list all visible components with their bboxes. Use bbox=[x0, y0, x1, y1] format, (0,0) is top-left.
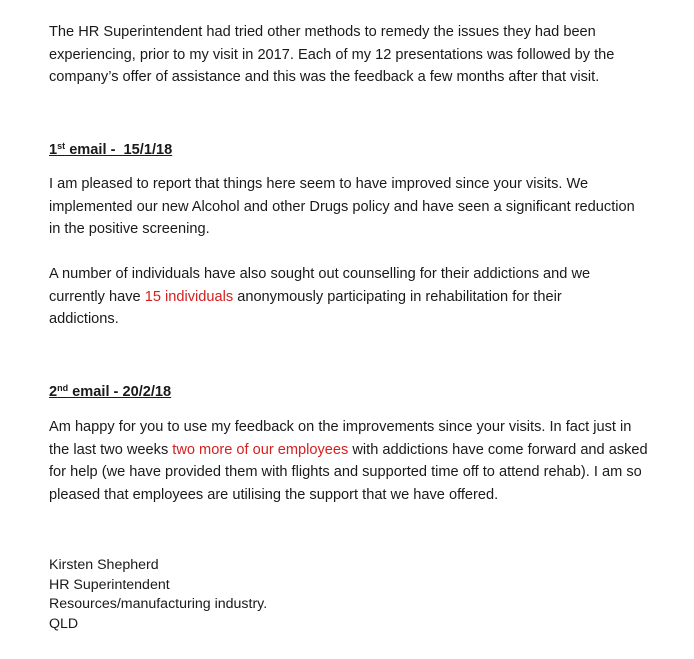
email1-date: email - 15/1/18 bbox=[65, 142, 173, 158]
email1-p2-end: anonymously participating in rehabilitation for their addictions. bbox=[49, 288, 562, 328]
email2-highlight: two more of our employees bbox=[172, 441, 349, 458]
email1-highlight: 15 individuals bbox=[144, 288, 234, 305]
email1-ordinal: 1 bbox=[49, 142, 58, 158]
signature-block bbox=[49, 556, 267, 634]
email2-ordinal-suffix: nd bbox=[57, 383, 69, 393]
email2-paragraph bbox=[49, 416, 649, 506]
signature-title: HR Superintendent bbox=[49, 576, 170, 593]
email2-p-start: Am happy for you to use my feedback on the improvements since your visits. In fact just in the last two weeks bbox=[49, 419, 632, 458]
email1-p2-start: A number of individuals have also sought out counselling for their addictions and we currently have bbox=[49, 266, 591, 305]
signature-state: QLD bbox=[49, 615, 79, 632]
email1-paragraph-2 bbox=[49, 263, 609, 331]
email2-ordinal: 2 bbox=[49, 384, 58, 400]
email1-heading bbox=[49, 140, 172, 160]
email2-heading bbox=[49, 382, 171, 402]
signature-name: Kirsten Shepherd bbox=[49, 557, 159, 573]
intro-paragraph: The HR Superintendent had tried other methods to remedy the issues they had been experiencing, prior to my visit in 2017. Each of my 12 presentations was followed by the company’s offer of assistance and this was the feedback a few months after that visit. bbox=[49, 24, 615, 86]
email1-ordinal-suffix: st bbox=[57, 141, 66, 151]
email2-date: email - 20/2/18 bbox=[68, 384, 172, 400]
email2-p-end: with addictions have come forward and asked for help (we have provided them with flights and supported time off to attend rehab). I am so pleased that employees are utilising the support that we have offered. bbox=[49, 441, 648, 503]
signature-industry: Resources/manufacturing industry. bbox=[49, 596, 268, 613]
email1-paragraph-1: I am pleased to report that things here seem to have improved since your visits. We implemented our new Alcohol and other Drugs policy and have seen a significant reduction in the positive screening. bbox=[49, 176, 635, 238]
